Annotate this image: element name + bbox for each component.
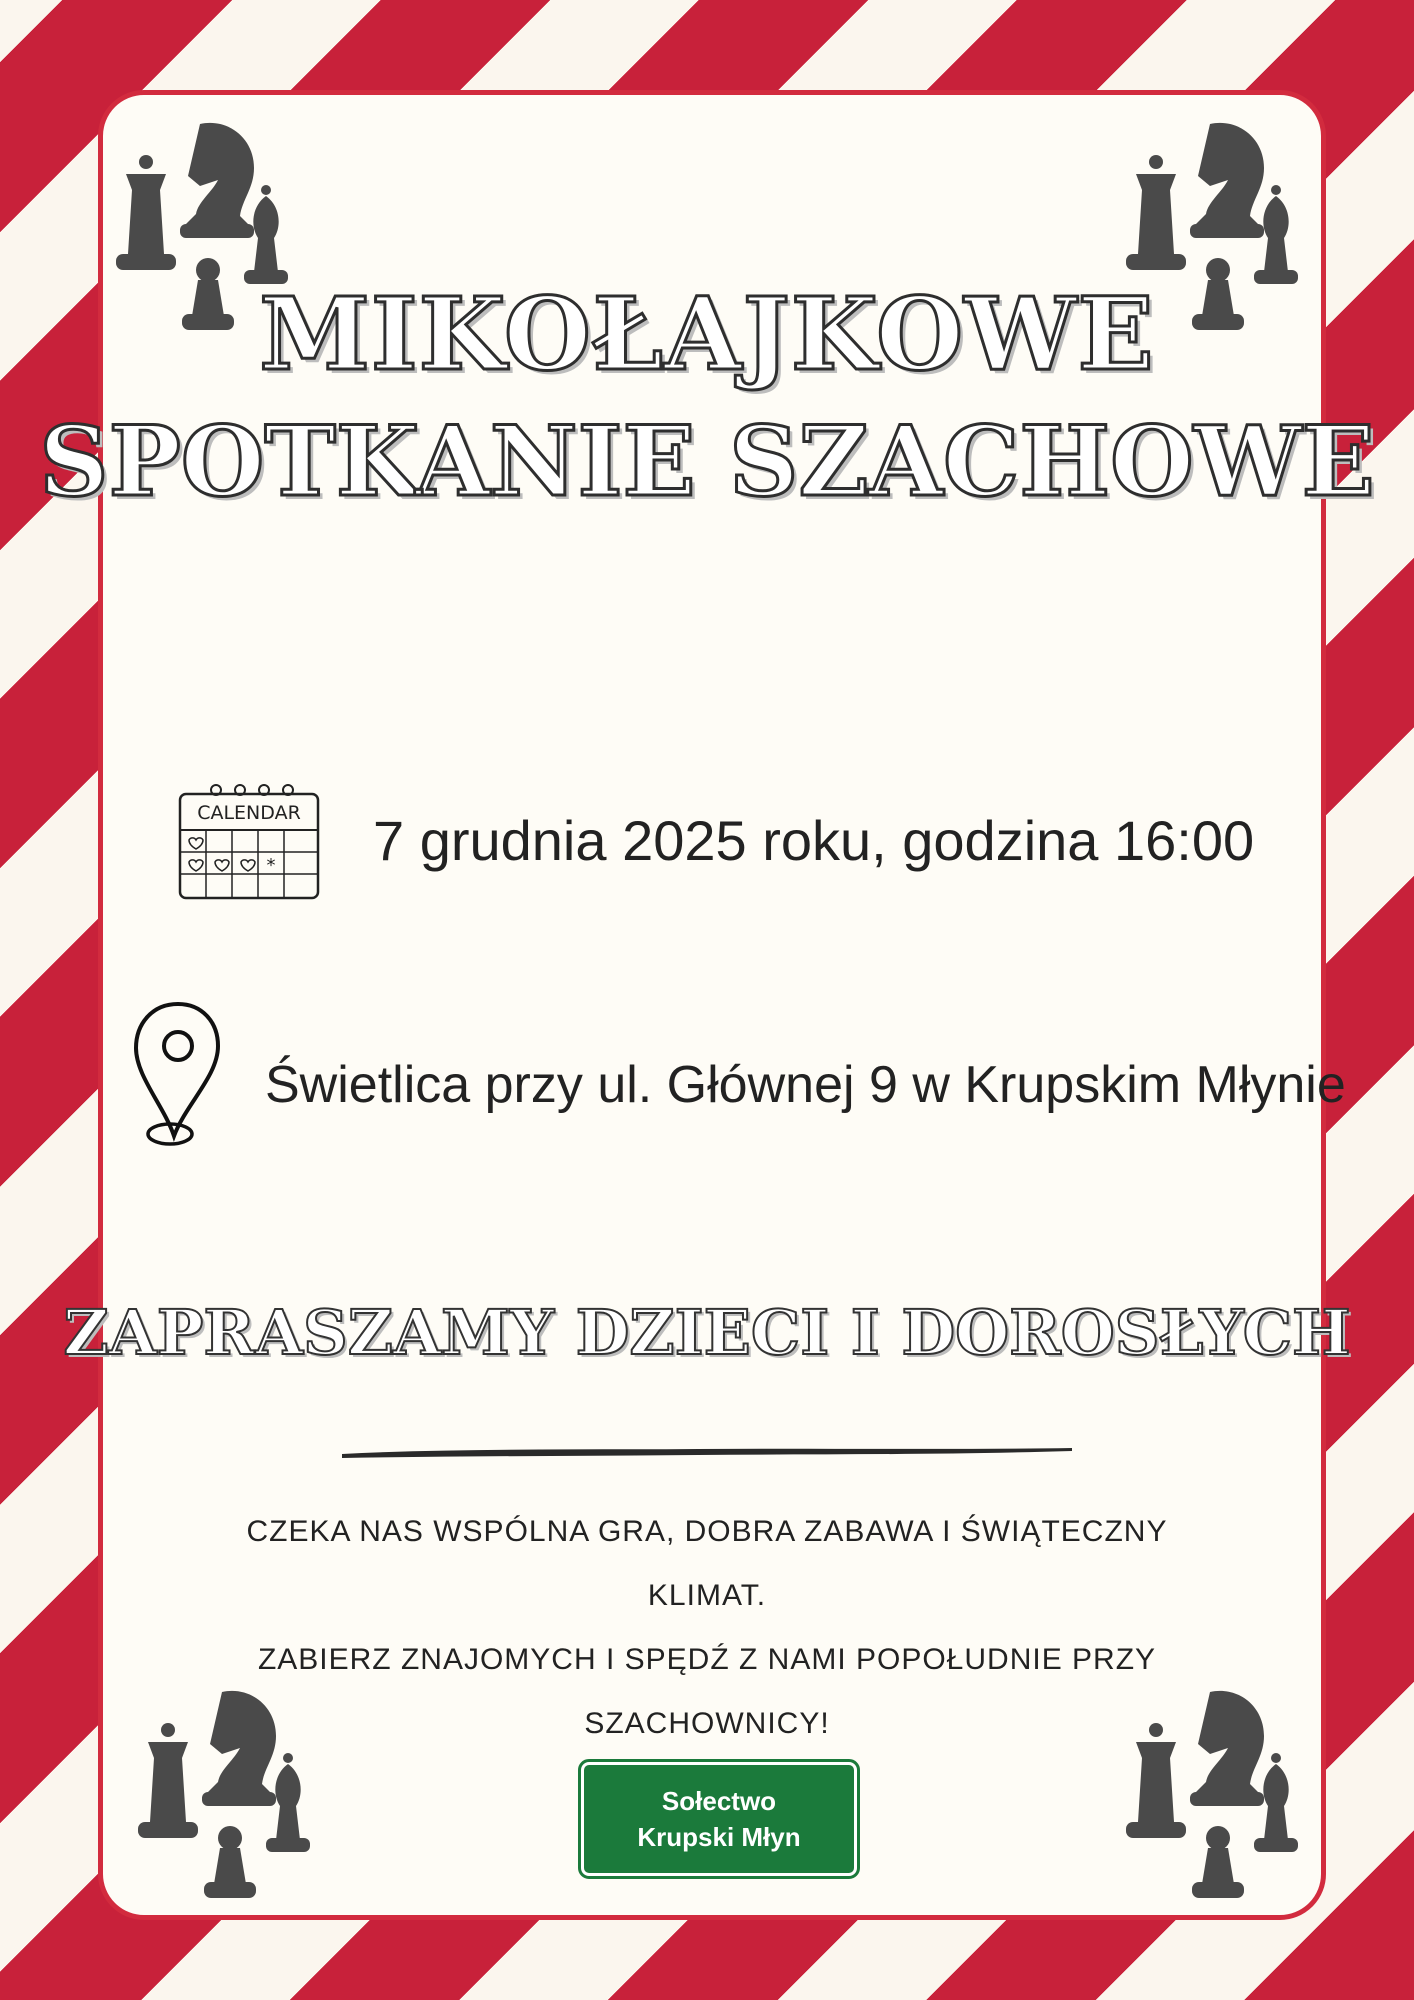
description-line: ZABIERZ ZNAJOMYCH I SPĘDŹ Z NAMI POPOŁUDNIE PRZY (257, 1643, 1157, 1676)
title-line-1: MIKOŁAJKOWE (259, 275, 1155, 393)
description-line: CZEKA NAS WSPÓLNA GRA, DOBRA ZABAWA I ŚWIĄTECZNY KLIMAT. (246, 1515, 1168, 1612)
event-description (200, 1500, 1214, 1756)
description-line: SZACHOWNICY! (584, 1707, 830, 1740)
organizer-badge (581, 1762, 857, 1876)
svg-text:*: * (266, 855, 276, 876)
badge-line-2: Krupski Młyn (637, 1822, 801, 1852)
event-location: Świetlica przy ul. Głównej 9 w Krupskim Młynie (265, 1056, 1346, 1114)
event-date-time: 7 grudnia 2025 roku, godzina 16:00 (373, 809, 1255, 872)
location-pin-icon (130, 998, 226, 1150)
calendar-icon (176, 782, 322, 902)
brush-divider (338, 1442, 1076, 1462)
badge-line-1: Sołectwo (661, 1786, 777, 1816)
calendar-label: CALENDAR (197, 802, 301, 824)
invitation-heading: ZAPRASZAMY DZIECI I DOROSŁYCH (63, 1296, 1351, 1369)
title-line-2: SPOTKANIE SZACHOWE (39, 405, 1375, 518)
